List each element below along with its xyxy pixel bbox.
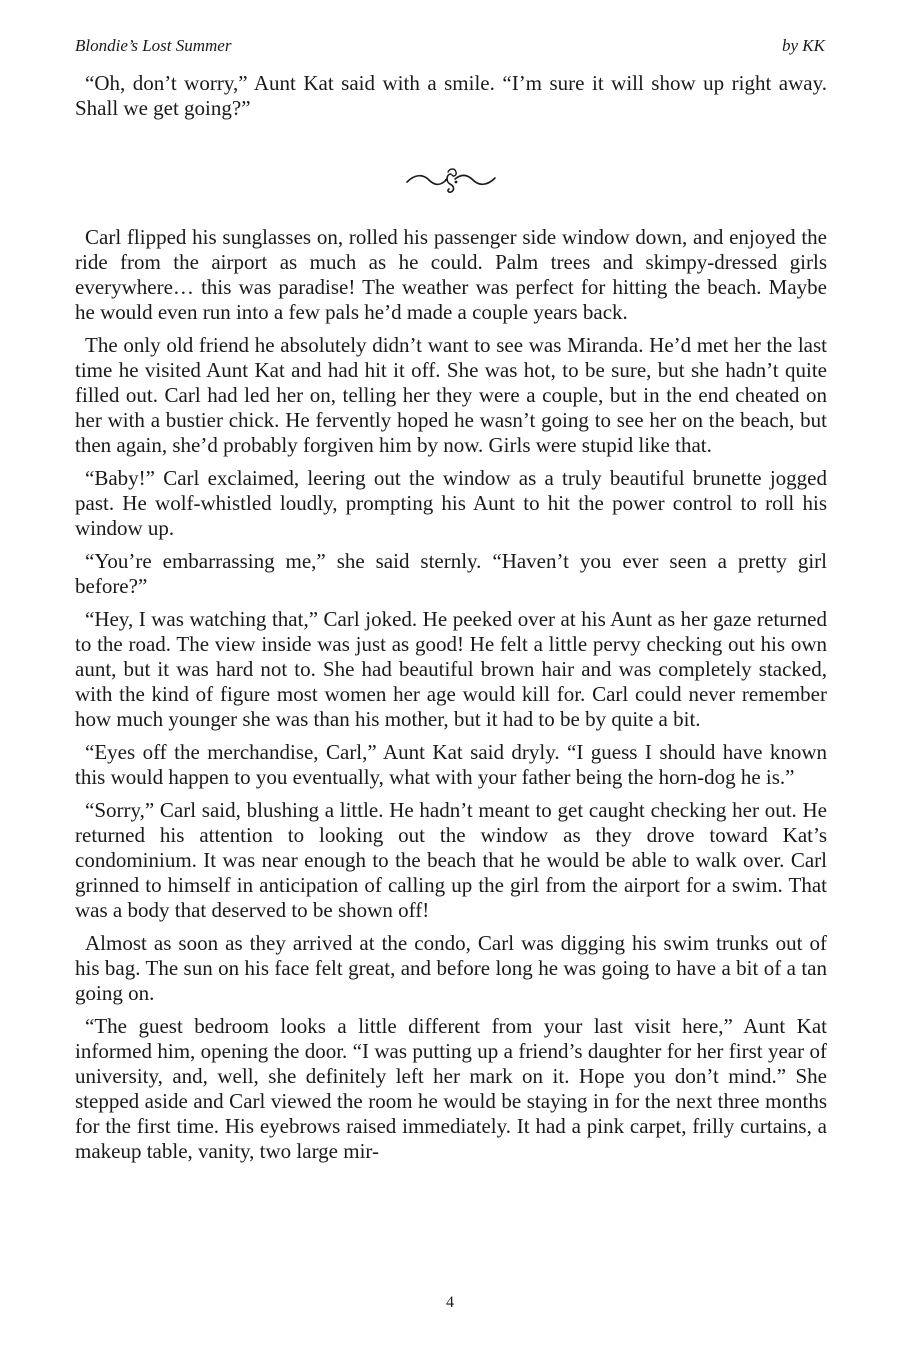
- tilde-fleuron-ornament-icon: [405, 162, 497, 196]
- author-credit: by KK: [782, 36, 825, 55]
- page-number: 4: [446, 1294, 454, 1311]
- body-text: [75, 71, 827, 1172]
- paragraph: “Baby!” Carl exclaimed, leering out the window as a truly beautiful brunette jogged past. He wolf-whistled loudly, prompting his Aunt to hit the power control to roll his window up.: [75, 466, 827, 540]
- paragraph: “Hey, I was watching that,” Carl joked. He peeked over at his Aunt as her gaze returned to the road. The view inside was just as good! He felt a little pervy checking out his own aunt, but it was hard not to. She had beautiful brown hair and was completely stacked, with the kind of figure most women her age would kill for. Carl could never remember how much younger she was than his mother, but it had to be by quite a bit.: [75, 607, 827, 731]
- paragraph: “The guest bedroom looks a little different from your last visit here,” Aunt Kat informed him, opening the door. “I was putting up a friend’s daughter for her first year of university, and, well, she definitely left her mark on it. Hope you don’t mind.” She stepped aside and Carl viewed the room he would be staying in for the next three months for the first time. His eyebrows raised immediately. It had a pink carpet, frilly curtains, a makeup table, vanity, two large mir-: [75, 1014, 827, 1163]
- paragraph: “Eyes off the merchandise, Carl,” Aunt Kat said dryly. “I guess I should have known this would happen to you eventually, what with your father being the horn-dog he is.”: [75, 740, 827, 789]
- paragraph: The only old friend he absolutely didn’t want to see was Miranda. He’d met her the last time he visited Aunt Kat and had hit it off. She was hot, to be sure, but she hadn’t quite filled out. Carl had led her on, telling her they were a couple, but in the end cheated on her with a bustier chick. He fervently hoped he wasn’t going to see her on the beach, but then again, she’d probably forgiven him by now. Girls were stupid like that.: [75, 333, 827, 457]
- paragraph: Carl flipped his sunglasses on, rolled his passenger side window down, and enjoyed the ride from the airport as much as he could. Palm trees and skimpy-dressed girls everywhere… this was paradise! The weather was perfect for hitting the beach. Maybe he would even run into a few pals he’d made a couple years back.: [75, 225, 827, 324]
- paragraph: “You’re embarrassing me,” she said sternly. “Haven’t you ever seen a pretty girl before?”: [75, 549, 827, 598]
- book-title: Blondie’s Lost Summer: [75, 36, 232, 55]
- section-break: [75, 149, 827, 209]
- paragraph: Almost as soon as they arrived at the condo, Carl was digging his swim trunks out of his bag. The sun on his face felt great, and before long he was going to have a bit of a tan going on.: [75, 931, 827, 1005]
- paragraph: “Oh, don’t worry,” Aunt Kat said with a smile. “I’m sure it will show up right away. Shall we get going?”: [75, 71, 827, 120]
- paragraph: “Sorry,” Carl said, blushing a little. He hadn’t meant to get caught checking her out. He returned his attention to looking out the window as they drove toward Kat’s condominium. It was near enough to the beach that he would be able to walk over. Carl grinned to himself in anticipation of calling up the girl from the airport for a swim. That was a body that deserved to be shown off!: [75, 798, 827, 922]
- running-header: [75, 36, 825, 58]
